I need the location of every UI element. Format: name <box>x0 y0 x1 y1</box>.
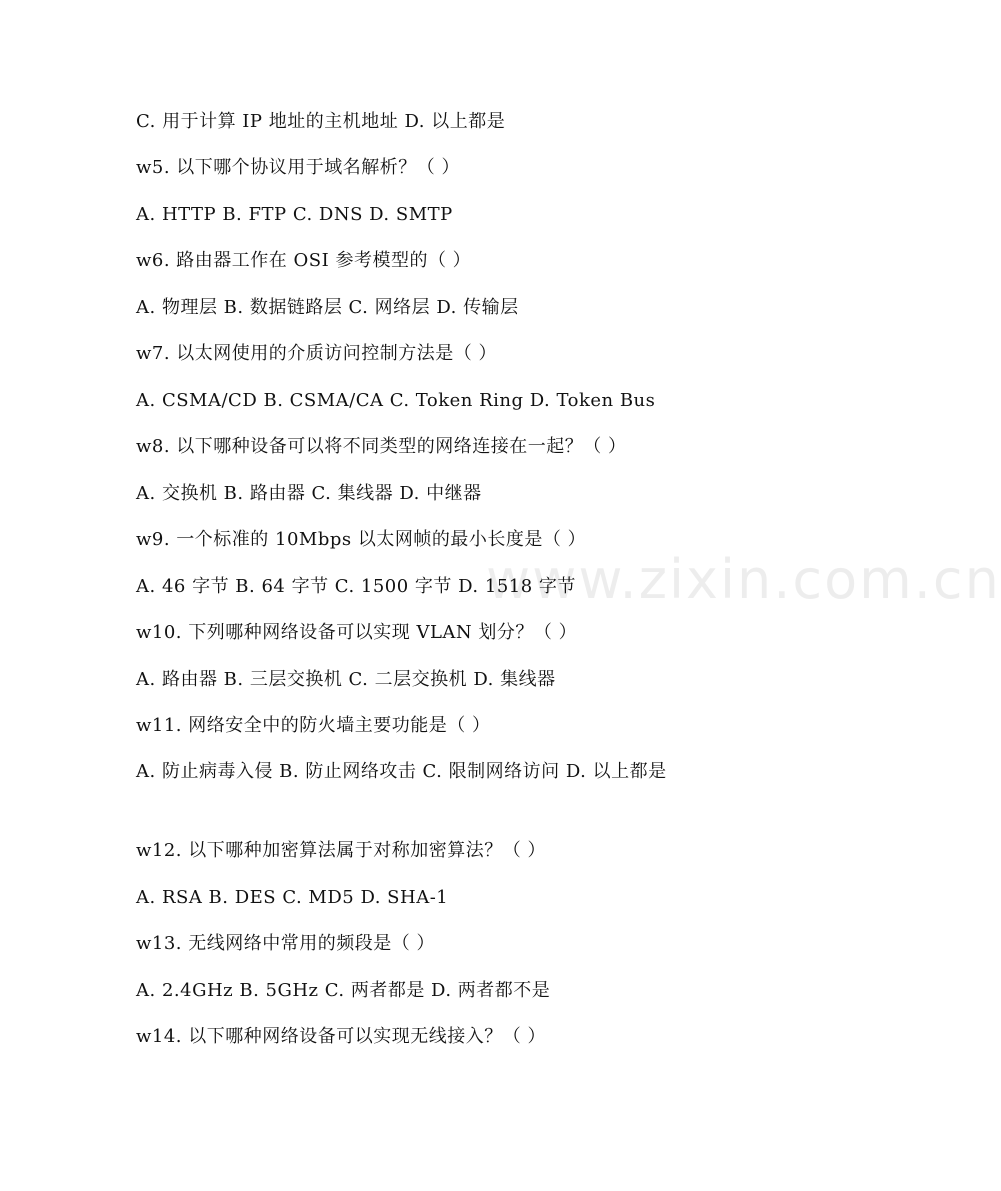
question-w5: w5. 以下哪个协议用于域名解析？（ ） <box>136 157 461 178</box>
question-w7: w7. 以太网使用的介质访问控制方法是（ ） <box>136 343 498 364</box>
question-w10: w10. 下列哪种网络设备可以实现 VLAN 划分？（ ） <box>136 622 578 643</box>
answer-options-w10: A. 路由器 B. 三层交换机 C. 二层交换机 D. 集线器 <box>136 669 556 690</box>
answer-options-w9: A. 46 字节 B. 64 字节 C. 1500 字节 D. 1518 字节 <box>136 576 576 597</box>
question-w9: w9. 一个标准的 10Mbps 以太网帧的最小长度是（ ） <box>136 529 587 550</box>
answer-options-w5: A. HTTP B. FTP C. DNS D. SMTP <box>136 204 453 225</box>
question-w8: w8. 以下哪种设备可以将不同类型的网络连接在一起？（ ） <box>136 436 627 457</box>
question-w12: w12. 以下哪种加密算法属于对称加密算法？（ ） <box>136 840 546 861</box>
question-w6: w6. 路由器工作在 OSI 参考模型的（ ） <box>136 250 472 271</box>
answer-options-w7: A. CSMA/CD B. CSMA/CA C. Token Ring D. Token Bus <box>136 390 656 411</box>
answer-options-w13: A. 2.4GHz B. 5GHz C. 两者都是 D. 两者都不是 <box>136 980 551 1001</box>
answer-options-w6: A. 物理层 B. 数据链路层 C. 网络层 D. 传输层 <box>136 297 519 318</box>
answer-options-w12: A. RSA B. DES C. MD5 D. SHA-1 <box>136 887 449 908</box>
question-w11: w11. 网络安全中的防火墙主要功能是（ ） <box>136 715 491 736</box>
question-w13: w13. 无线网络中常用的频段是（ ） <box>136 933 435 954</box>
answer-options-w8: A. 交换机 B. 路由器 C. 集线器 D. 中继器 <box>136 483 482 504</box>
watermark: www.zixin.com.cn <box>486 548 1001 611</box>
question-w14: w14. 以下哪种网络设备可以实现无线接入？（ ） <box>136 1026 546 1047</box>
answer-options-w11: A. 防止病毒入侵 B. 防止网络攻击 C. 限制网络访问 D. 以上都是 <box>136 761 667 782</box>
answer-options-w4-cd: C. 用于计算 IP 地址的主机地址 D. 以上都是 <box>136 111 506 132</box>
